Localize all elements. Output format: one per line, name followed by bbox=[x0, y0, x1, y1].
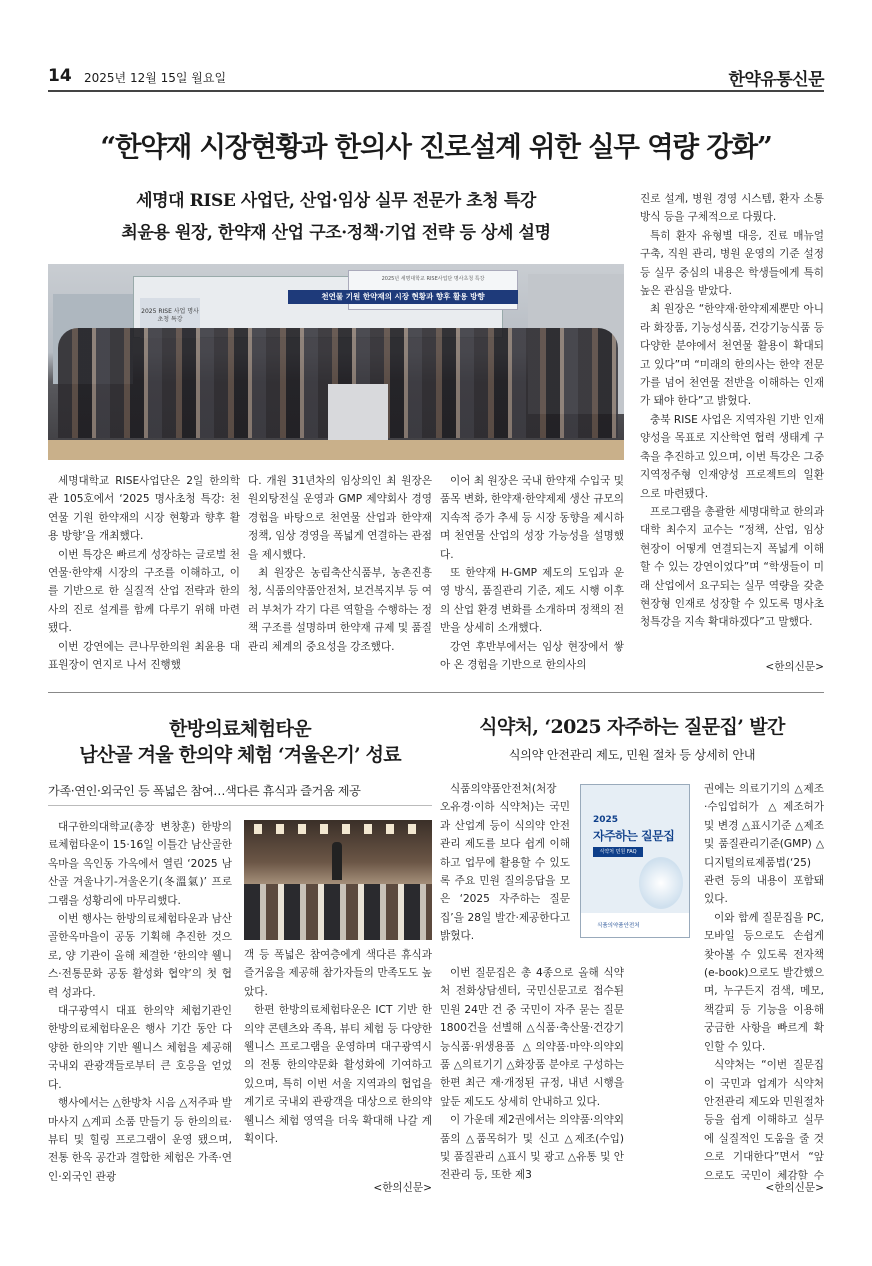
banner-small-text: 2025년 세명대학교 RISE사업단 명사초청 특강 bbox=[381, 276, 485, 282]
lead-column-3: 이어 최 원장은 국내 한약재 수입국 및 품목 변화, 한약재·한약제제 생산 규모의 지속적 증가 추세 등 시장 동향을 제시하며 천연물 산업의 성장 가능성을 설명했다. 또 한약재 H-GMP 제도의 도입과 운영 방식, 품질관리 기준, 제도 시행 이후의 산업 환경 변화를 소개하며 정책의 전반을 상세히 소개했다. 강연 후반부에서는 임상 현장에서 쌓아 온 경험을 기반으로 한의사의 bbox=[440, 475, 624, 672]
lead-subhead-1: 세명대 RISE 사업단, 산업·임상 실무 전문가 초청 특강 bbox=[136, 191, 536, 211]
right-column-2: 권에는 의료기기의 △제조·수입업허가 △제조허가 및 변경 △표시기준 △제조 및 품질관리기준(GMP) △디지털의료제품법(‘25) 관련 등의 내용이 포함돼 있다. 이와 함께 질문집을 PC, 모바일 등으로도 손쉽게 찾아볼 수 있도록 전자책(e-book)으로도 발간했으며, 누구든지 검색, 메모, 책갈피 등 기능을 이용해 궁금한 사항을 빠르게 확인할 수 있다. 식약처는 “이번 질문집이 국민과 업계가 식약처 안전관리 제도와 민원절차 등을 쉽게 이해하고 실무에 실질적인 도움을 줄 것으로 기대한다”면서 “앞으로도 국민이 체감할 수 bbox=[704, 783, 824, 1180]
masthead: 한약유통신문 bbox=[728, 70, 824, 90]
banner-main-text: 천연물 기원 한약재의 시장 현황과 향후 활용 방향 bbox=[321, 292, 485, 301]
banner-main-strip bbox=[288, 290, 518, 304]
issue-date: 2025년 12월 15일 월요일 bbox=[84, 71, 227, 85]
audience bbox=[244, 884, 432, 940]
book-illustration bbox=[639, 857, 683, 909]
left-signature: <한의신문> bbox=[373, 1182, 432, 1194]
presenter bbox=[332, 842, 342, 880]
book-label: 식약처 민원 FAQ bbox=[593, 847, 643, 857]
floor bbox=[48, 440, 624, 460]
book-ministry: 식품의약품안전처 bbox=[597, 923, 640, 929]
right-headline: 식약처, ‘2025 자주하는 질문집’ 발간 bbox=[479, 716, 785, 738]
lanterns bbox=[254, 824, 424, 834]
book-bottom-bar bbox=[581, 913, 690, 937]
lead-signature: <한의신문> bbox=[765, 661, 824, 673]
lead-column-1: 세명대학교 RISE사업단은 2일 한의학관 105호에서 ‘2025 명사초청 특강: 천연물 기원 한약재의 시장 현황과 향후 활용 방향’을 개최했다. 이번 특강은 빠르게 성장하는 글로벌 천연물·한약재 시장의 구조를 이해하고, 이를 기반으로 한 실질적 산업 전략과 한의사의 진로 설계를 함께 다루기 위해 마련됐다. 이번 강연에는 큰나무한의원 최윤용 대표원장이 연지로 나서 진행했 bbox=[48, 475, 240, 672]
header-rule bbox=[48, 90, 824, 92]
book-year: 2025 bbox=[593, 815, 619, 825]
left-column-1: 대구한의대학교(총장 변창훈) 한방의료체험타운이 15·16일 이틀간 남산골한옥마을 옥인동 가옥에서 열린 ‘2025 남산골 겨울나기-겨울온기(冬溫氣)’ 프로그램을 성황리에 마무리했다. 이번 행사는 한방의료체험타운과 남산골한옥마을이 공동 기획해 추진한 것으로, 양 기관이 올해 체결한 ‘한의약 웰니스·전통문화 공동 활성화 협약’의 첫 협력 성과다. 대구광역시 대표 한의약 체험기관인 한방의료체험타운은 행사 기간 동안 다양한 한의약 기반 웰니스 체험을 제공해 국내외 관광객들로부터 큰 호응을 얻었다. 행사에서는 △한방차 시음 △저주파 발마사지 △계피 소품 만들기 등 한의의료·뷰티 및 힐링 프로그램이 운영 됐으며, 전통 한옥 공간과 결합한 체험은 가족·연인·외국인 관광 bbox=[48, 821, 232, 1183]
page-number: 14 bbox=[48, 66, 72, 86]
lead-headline: “한약재 시장현황과 한의사 진로설계 위한 실무 역량 강화” bbox=[100, 131, 772, 163]
left-headline-1: 한방의료체험타운 bbox=[168, 718, 312, 740]
left-subhead: 가족·연인·외국인 등 폭넓은 참여…색다른 휴식과 즐거움 제공 bbox=[48, 784, 361, 798]
side-sign-text: 2025 RISE 사업 명사 초청 특강 bbox=[141, 308, 199, 323]
lead-subhead-2: 최윤용 원장, 한약재 산업 구조·정책·기업 전략 등 상세 설명 bbox=[121, 223, 551, 243]
right-column-1-bottom: 이번 질문집은 총 4종으로 올해 식약처 전화상담센터, 국민신문고로 접수된 민원 24만 건 중 국민이 자주 묻는 질문 1800건을 선별해 △식품·축산물·건강기능식품·위생용품 △의약품·마약·의약외품 △의료기기 △화장품 분야로 구성하는 한편 최근 재·개정된 규정, 내년 시행을 앞둔 제도도 상세히 안내하고 있다. 이 가운데 제2권에서는 의약품·의약외품의 △품목허가 및 신고 △제조(수입) 및 품질관리 △표시 및 광고 △유통 및 안전관리 등, 또한 제3 bbox=[440, 967, 624, 1182]
left-column-2: 객 등 폭넓은 참여층에게 색다른 휴식과 즐거움을 제공해 참가자들의 만족도도 높았다. 한편 한방의료체험타운은 ICT 기반 한의약 콘텐츠와 족욕, 뷰티 체험 등 다양한 웰니스 프로그램을 운영하며 대구광역시의 전통 한의약문화 활성화에 기여하고 있으며, 특히 이번 서울 지역과의 협업을 계기로 국내외 관광객을 대상으로 한의약 웰니스 체험 영역을 더욱 확대해 나갈 계획이다. bbox=[244, 949, 432, 1146]
hanok-event-photo bbox=[244, 820, 432, 940]
faq-book-cover bbox=[580, 784, 690, 938]
right-subhead: 식의약 안전관리 제도, 민원 절차 등 상세히 안내 bbox=[508, 748, 756, 762]
book-title: 자주하는 질문집 bbox=[593, 829, 675, 843]
lecture-group-photo bbox=[48, 264, 624, 460]
lead-column-2: 다. 개원 31년차의 임상의인 최 원장은 원외탕전실 운영과 GMP 제약회사 경영 경험을 바탕으로 천연물 산업과 한약재 정책, 임상 경영을 폭넓게 연결하는 관점을 제시했다. 최 원장은 농림축산식품부, 농촌진흥청, 식품의약품안전처, 보건복지부 등 여러 부처가 각기 다른 역할을 수행하는 정책 구조를 설명하며 한약재 규제 및 품질관리 체계의 중요성을 강조했다. bbox=[248, 475, 432, 653]
lead-column-4: 진로 설계, 병원 경영 시스템, 환자 소통 방식 등을 구체적으로 다뤘다. 특히 환자 유형별 대응, 진료 매뉴얼 구축, 직원 관리, 병원 운영의 기준 설정 등 실무 중심의 내용은 학생들에게 특히 높은 관심을 받았다. 최 원장은 “한약재·한약제제뿐만 아니라 화장품, 기능성식품, 건강기능식품 등 다양한 분야에서 천연물 활용이 확대되고 있다”며 “미래의 한의사는 한약 전문가를 넘어 천연물 전반을 이해하는 인재가 돼야 한다”고 밝혔다. 충북 RISE 사업은 지역자원 기반 인재양성을 목표로 지산학연 협력 생태계 구축을 추진하고 있으며, 이번 특강은 그중 지역정주형 인재양성 프로젝트의 일환으로 마련됐다. 프로그램을 총괄한 세명대학교 한의과대학 최수지 교수는 “정책, 산업, 임상 현장이 어떻게 연결되는지 폭넓게 이해할 수 있는 강연이었다”며 “학생들이 미래 산업에서 요구되는 실무 역량을 갖춘 현장형 인재로 성장할 수 있도록 명사초청특강을 지속 확대하겠다”고 말했다. bbox=[640, 193, 824, 629]
left-headline-2: 남산골 겨울 한의약 체험 ‘겨울온기’ 성료 bbox=[79, 744, 401, 766]
left-subhead-rule bbox=[48, 805, 432, 806]
right-signature: <한의신문> bbox=[765, 1182, 824, 1194]
page-header bbox=[48, 62, 824, 92]
right-column-1-top: 식품의약품안전처(처장 오유경·이하 식약처)는 국민과 산업계 등이 식의약 안전관리 제도를 보다 쉽게 이해하고 업무에 활용할 수 있도록 주요 민원 질의응답을 모은 ‘2025 자주하는 질문집’을 28일 발간·제공한다고 밝혔다. bbox=[440, 783, 570, 943]
section-divider bbox=[48, 692, 824, 693]
